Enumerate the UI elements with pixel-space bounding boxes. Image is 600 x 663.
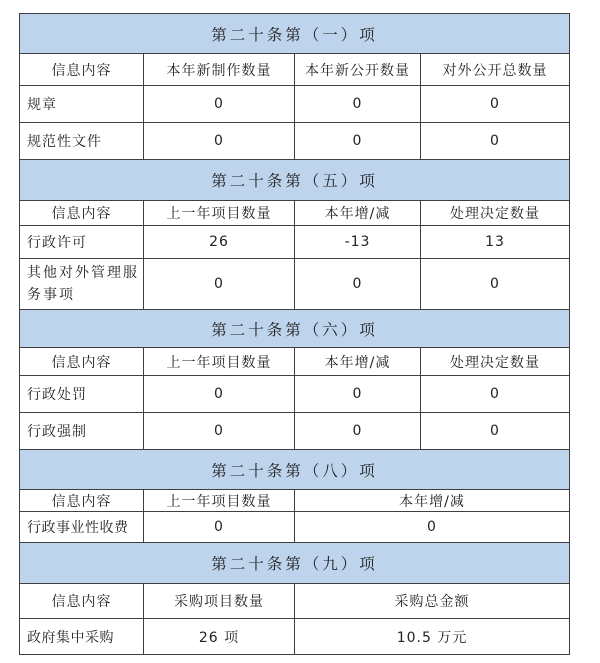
section-2-column-headers	[20, 201, 570, 226]
cell-value: 26	[144, 226, 295, 259]
col-header: 采购项目数量	[144, 584, 295, 619]
row-label: 政府集中采购	[20, 619, 144, 655]
section-1-header-row	[20, 14, 570, 54]
cell-value: 0	[295, 259, 421, 310]
cell-value: 0	[295, 376, 421, 413]
disclosure-table-frame	[19, 13, 569, 655]
section-5-title: 第二十条第（九）项	[20, 543, 570, 584]
section-2-title: 第二十条第（五）项	[20, 160, 570, 201]
col-header: 对外公开总数量	[421, 54, 570, 86]
section-4-header-row	[20, 450, 570, 490]
col-header: 本年新公开数量	[295, 54, 421, 86]
row-label: 规章	[20, 86, 144, 123]
section-5-header-row	[20, 543, 570, 584]
col-header: 采购总金额	[295, 584, 570, 619]
cell-value: 0	[144, 512, 295, 543]
table-row	[20, 226, 570, 259]
cell-value: 0	[144, 376, 295, 413]
section-3-header-row	[20, 310, 570, 348]
col-header: 信息内容	[20, 54, 144, 86]
cell-value: 0	[421, 123, 570, 160]
col-header: 本年增/减	[295, 490, 570, 512]
cell-value: 0	[421, 86, 570, 123]
cell-value: 0	[144, 123, 295, 160]
cell-value: 0	[144, 413, 295, 450]
col-header: 本年增/减	[295, 201, 421, 226]
section-3-title: 第二十条第（六）项	[20, 310, 570, 348]
cell-value: 0	[144, 259, 295, 310]
cell-value: 0	[421, 376, 570, 413]
section-5-column-headers	[20, 584, 570, 619]
col-header: 上一年项目数量	[144, 348, 295, 376]
col-header: 信息内容	[20, 348, 144, 376]
row-label: 行政处罚	[20, 376, 144, 413]
row-label: 行政许可	[20, 226, 144, 259]
cell-value: 0	[144, 86, 295, 123]
cell-value: 26 项	[144, 619, 295, 655]
col-header: 处理决定数量	[421, 201, 570, 226]
cell-value: 10.5 万元	[295, 619, 570, 655]
cell-value: 0	[295, 123, 421, 160]
cell-value: -13	[295, 226, 421, 259]
row-label: 其他对外管理服务事项	[20, 259, 144, 310]
cell-value: 0	[421, 259, 570, 310]
cell-value: 0	[421, 413, 570, 450]
col-header: 上一年项目数量	[144, 201, 295, 226]
section-1-title: 第二十条第（一）项	[20, 14, 570, 54]
col-header: 上一年项目数量	[144, 490, 295, 512]
cell-value: 0	[295, 413, 421, 450]
cell-value: 13	[421, 226, 570, 259]
col-header: 信息内容	[20, 584, 144, 619]
col-header: 处理决定数量	[421, 348, 570, 376]
table-row	[20, 376, 570, 413]
table-row	[20, 413, 570, 450]
cell-value: 0	[295, 512, 570, 543]
table-row	[20, 123, 570, 160]
cell-value: 0	[295, 86, 421, 123]
table-row	[20, 259, 570, 310]
col-header: 信息内容	[20, 201, 144, 226]
section-2-header-row	[20, 160, 570, 201]
section-3-column-headers	[20, 348, 570, 376]
col-header: 本年增/减	[295, 348, 421, 376]
col-header: 本年新制作数量	[144, 54, 295, 86]
row-label: 行政事业性收费	[20, 512, 144, 543]
section-4-title: 第二十条第（八）项	[20, 450, 570, 490]
section-1-column-headers	[20, 54, 570, 86]
table-row	[20, 86, 570, 123]
row-label: 行政强制	[20, 413, 144, 450]
table-row	[20, 619, 570, 655]
disclosure-table	[19, 13, 570, 655]
row-label: 规范性文件	[20, 123, 144, 160]
section-4-column-headers	[20, 490, 570, 512]
col-header: 信息内容	[20, 490, 144, 512]
table-row	[20, 512, 570, 543]
